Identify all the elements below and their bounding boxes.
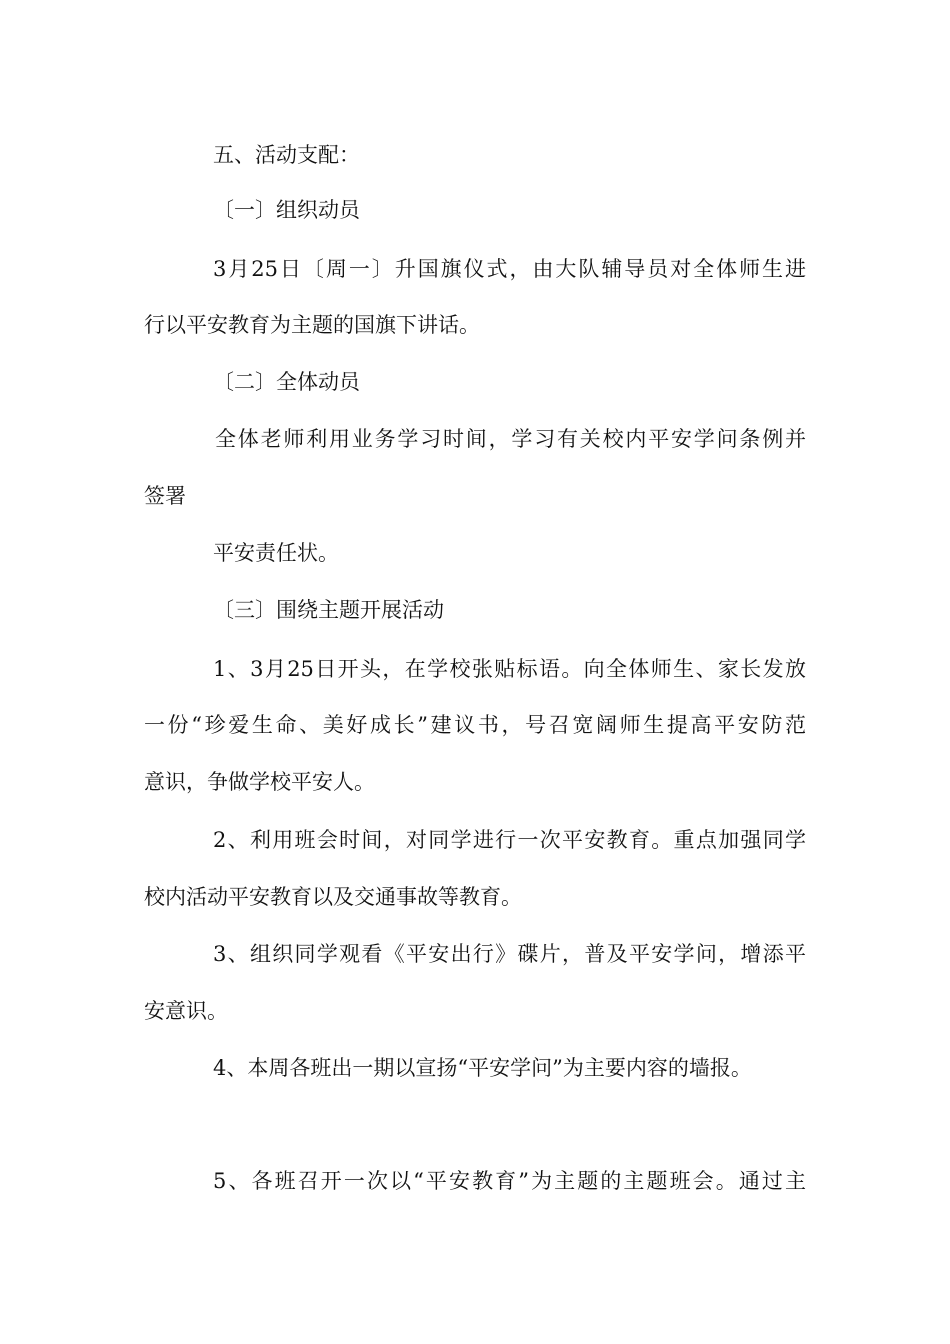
- text-line: 平安责任状。: [213, 541, 339, 565]
- text-line: 4、本周各班出一期以宣扬“平安学问”为主要内容的墙报。: [213, 1056, 752, 1080]
- text-line: 全体老师利用业务学习时间，学习有关校内平安学问条例并: [215, 427, 806, 451]
- text-line: 安意识。: [144, 999, 228, 1023]
- text-line: 〔二〕全体动员: [213, 370, 360, 394]
- text-line: 行以平安教育为主题的国旗下讲话。: [144, 313, 480, 337]
- text-line: 〔三〕围绕主题开展活动: [213, 598, 444, 622]
- text-line: 2、利用班会时间，对同学进行一次平安教育。重点加强同学: [213, 828, 806, 852]
- text-line: 签署: [144, 484, 186, 508]
- text-line: 3月25日〔周一〕升国旗仪式，由大队辅导员对全体师生进: [213, 257, 806, 281]
- text-line: 〔一〕组织动员: [213, 198, 360, 222]
- text-line: 意识，争做学校平安人。: [144, 770, 375, 794]
- text-line: 3、组织同学观看《平安出行》碟片，普及平安学问，增添平: [213, 942, 806, 966]
- text-line: 1、3月25日开头，在学校张贴标语。向全体师生、家长发放: [213, 657, 806, 681]
- text-line: 校内活动平安教育以及交通事故等教育。: [144, 885, 522, 909]
- text-line: 五、活动支配：: [213, 143, 360, 167]
- text-line: 5、各班召开一次以“平安教育”为主题的主题班会。通过主: [213, 1169, 806, 1193]
- text-line: 一份“珍爱生命、美好成长”建议书，号召宽阔师生提高平安防范: [144, 713, 806, 737]
